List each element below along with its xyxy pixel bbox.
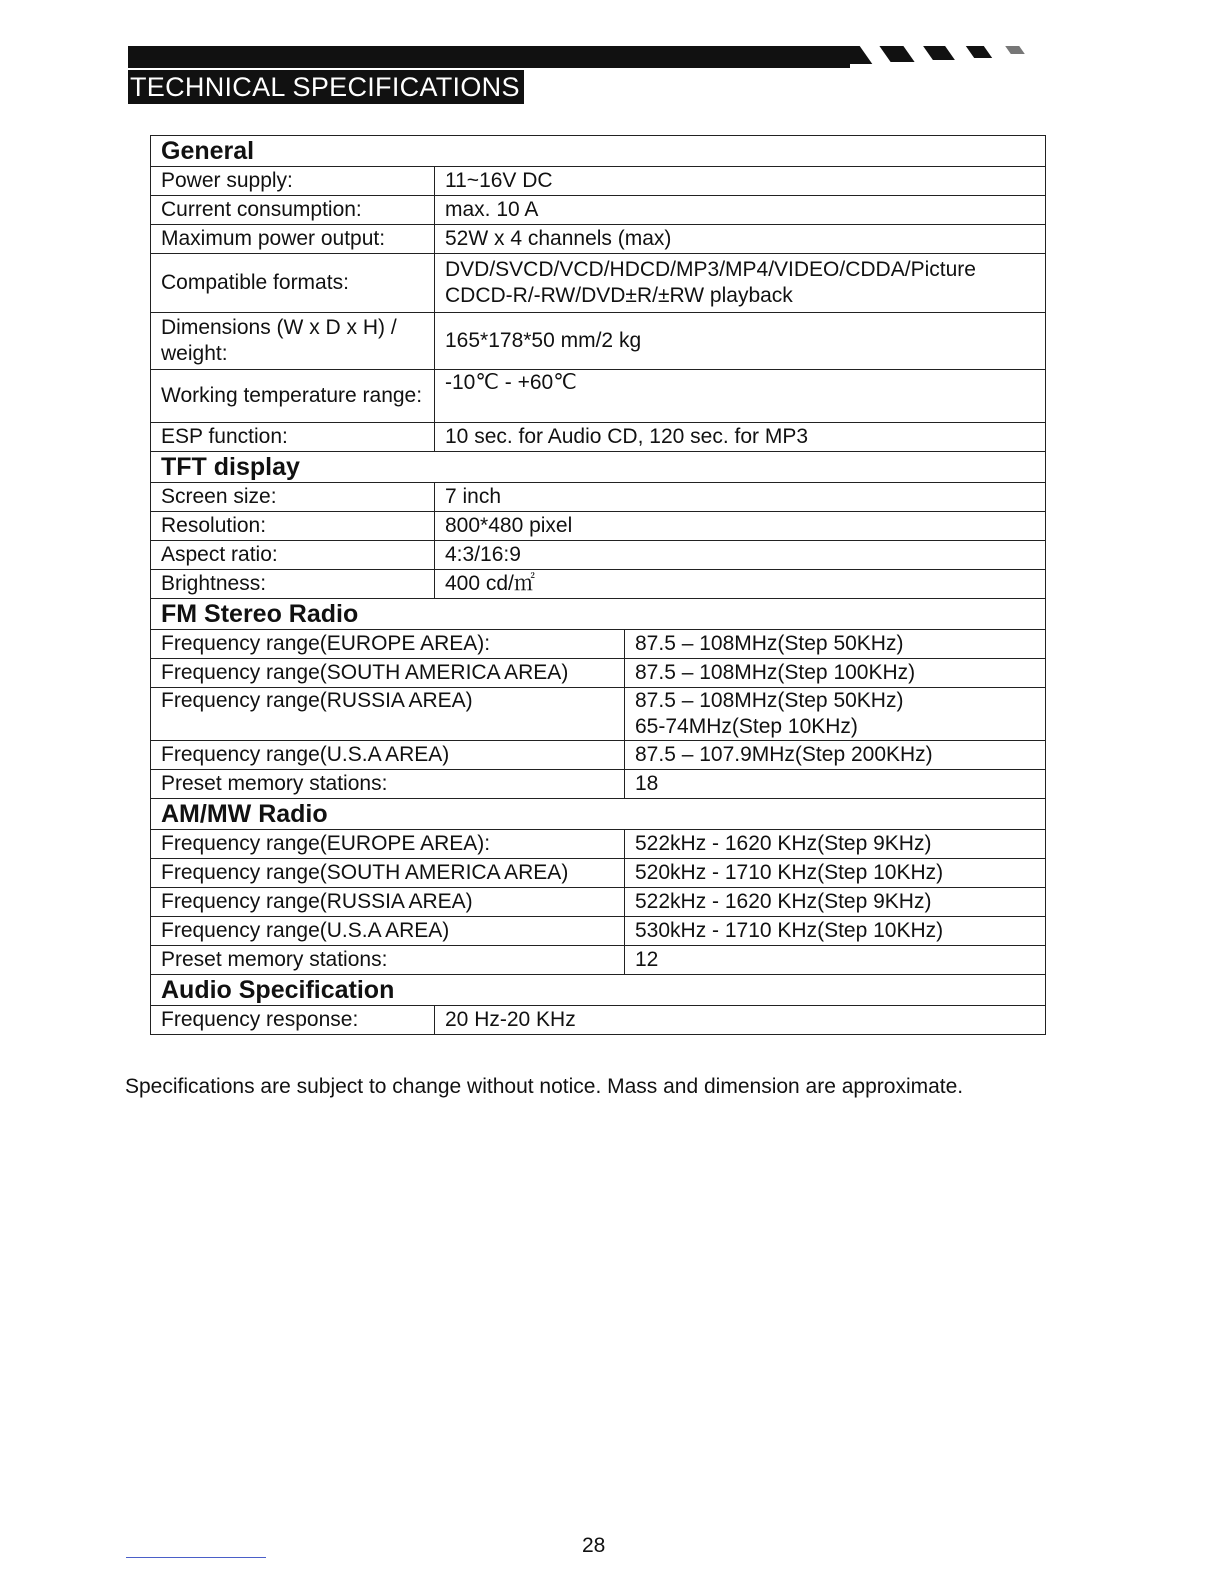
spec-value: max. 10 A — [435, 196, 1046, 225]
spec-value: 165*178*50 mm/2 kg — [435, 313, 1046, 370]
spec-row — [151, 946, 1046, 975]
spec-row — [151, 830, 1046, 859]
spec-value: 87.5 – 108MHz(Step 50KHz) — [625, 630, 1046, 659]
section-row — [151, 599, 1046, 630]
spec-label: Dimensions (W x D x H) / weight: — [151, 313, 435, 370]
spec-value: 530kHz - 1710 KHz(Step 10KHz) — [625, 917, 1046, 946]
spec-value: 4:3/16:9 — [435, 541, 1046, 570]
spec-value — [625, 688, 1046, 741]
spec-label: Frequency response: — [151, 1006, 435, 1035]
spec-row — [151, 659, 1046, 688]
spec-row — [151, 741, 1046, 770]
spec-value: -10℃ - +60℃ — [435, 370, 1046, 423]
section-row — [151, 452, 1046, 483]
spec-label: Frequency range(RUSSIA AREA) — [151, 888, 625, 917]
section-row — [151, 799, 1046, 830]
spec-row — [151, 167, 1046, 196]
spec-row — [151, 859, 1046, 888]
spec-label: Frequency range(EUROPE AREA): — [151, 630, 625, 659]
spec-label: Frequency range(RUSSIA AREA) — [151, 688, 625, 741]
spec-value-line: 65-74MHz(Step 10KHz) — [635, 715, 858, 738]
spec-value: 800*480 pixel — [435, 512, 1046, 541]
spec-label: Preset memory stations: — [151, 946, 625, 975]
spec-value: 20 Hz-20 KHz — [435, 1006, 1046, 1035]
spec-value: 522kHz - 1620 KHz(Step 9KHz) — [625, 830, 1046, 859]
spec-label: Current consumption: — [151, 196, 435, 225]
spec-row — [151, 483, 1046, 512]
spec-label: Preset memory stations: — [151, 770, 625, 799]
spec-value: 87.5 – 107.9MHz(Step 200KHz) — [625, 741, 1046, 770]
disclaimer-note: Specifications are subject to change without notice. Mass and dimension are approximate. — [125, 1075, 964, 1098]
section-heading-general: General — [151, 136, 1046, 167]
section-heading-fm: FM Stereo Radio — [151, 599, 1046, 630]
spec-value: 11~16V DC — [435, 167, 1046, 196]
spec-label: Frequency range(SOUTH AMERICA AREA) — [151, 659, 625, 688]
spec-value: DVD/SVCD/VCD/HDCD/MP3/MP4/VIDEO/CDDA/Picture CDCD-R/-RW/DVD±R/±RW playback — [435, 254, 1046, 313]
spec-label: Aspect ratio: — [151, 541, 435, 570]
spec-label: Brightness: — [151, 570, 435, 599]
section-heading-audio: Audio Specification — [151, 975, 1046, 1006]
header-slash-decoration — [1005, 46, 1025, 54]
spec-value: 7 inch — [435, 483, 1046, 512]
page-number: 28 — [582, 1534, 606, 1557]
spec-row — [151, 254, 1046, 313]
spec-value: 87.5 – 108MHz(Step 100KHz) — [625, 659, 1046, 688]
spec-label: Frequency range(SOUTH AMERICA AREA) — [151, 859, 625, 888]
spec-value: 522kHz - 1620 KHz(Step 9KHz) — [625, 888, 1046, 917]
spec-label: Maximum power output: — [151, 225, 435, 254]
spec-label: Power supply: — [151, 167, 435, 196]
spec-label: Frequency range(EUROPE AREA): — [151, 830, 625, 859]
header-slash-decoration — [966, 46, 992, 58]
spec-label: Screen size: — [151, 483, 435, 512]
spec-row — [151, 630, 1046, 659]
spec-row — [151, 512, 1046, 541]
spec-value: 520kHz - 1710 KHz(Step 10KHz) — [625, 859, 1046, 888]
spec-row — [151, 541, 1046, 570]
spec-row — [151, 196, 1046, 225]
spec-row — [151, 888, 1046, 917]
spec-label: Compatible formats: — [151, 254, 435, 313]
spec-label: ESP function: — [151, 423, 435, 452]
spec-row — [151, 917, 1046, 946]
spec-row — [151, 770, 1046, 799]
spec-label: Working temperature range: — [151, 370, 435, 423]
section-heading-am: AM/MW Radio — [151, 799, 1046, 830]
spec-row — [151, 423, 1046, 452]
spec-value-line: 87.5 – 108MHz(Step 50KHz) — [635, 689, 904, 712]
spec-row — [151, 370, 1046, 423]
spec-label: Frequency range(U.S.A AREA) — [151, 741, 625, 770]
spec-value: 52W x 4 channels (max) — [435, 225, 1046, 254]
spec-value: 12 — [625, 946, 1046, 975]
header-slash-decoration — [923, 46, 955, 60]
header-bar — [128, 46, 850, 68]
page-title: TECHNICAL SPECIFICATIONS — [128, 70, 524, 104]
header-slash-decoration — [879, 46, 914, 62]
spec-row — [151, 688, 1046, 741]
section-row — [151, 136, 1046, 167]
footer-divider — [126, 1557, 266, 1558]
spec-label: Frequency range(U.S.A AREA) — [151, 917, 625, 946]
spec-value: 18 — [625, 770, 1046, 799]
spec-row — [151, 313, 1046, 370]
spec-row — [151, 570, 1046, 599]
spec-row — [151, 1006, 1046, 1035]
spec-label: Resolution: — [151, 512, 435, 541]
section-row — [151, 975, 1046, 1006]
section-heading-tft: TFT display — [151, 452, 1046, 483]
spec-table — [150, 135, 1046, 1035]
spec-value: 400 cd/㎡ — [435, 570, 1046, 599]
spec-row — [151, 225, 1046, 254]
spec-value: 10 sec. for Audio CD, 120 sec. for MP3 — [435, 423, 1046, 452]
